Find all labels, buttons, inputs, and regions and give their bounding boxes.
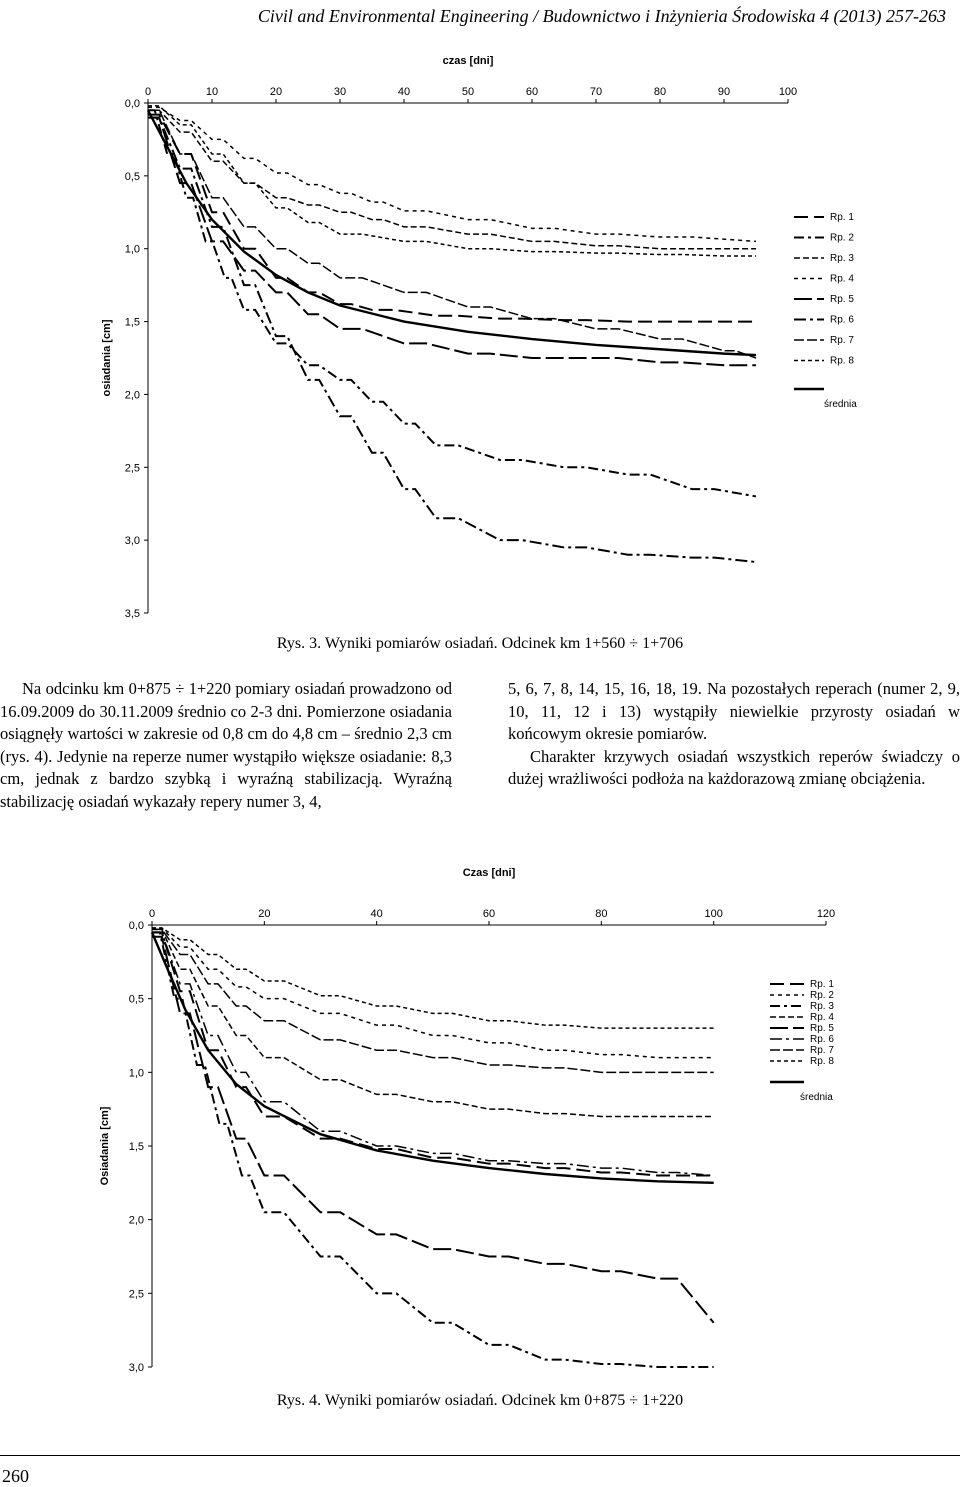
chart2-y-tick-label: 2,0 [128, 1214, 144, 1227]
chart1-series-line-2 [148, 110, 756, 496]
journal-header: Civil and Environmental Engineering / Budownictwo i Inżynieria Środowiska 4 (2013) 257-263 [257, 6, 946, 26]
chart1-y-tick-label: 0,5 [124, 170, 140, 183]
chart1-y-tick-label: 0,0 [124, 98, 140, 110]
chart1-x-tick-label: 30 [333, 86, 347, 98]
chart1-legend-label-1: Rp. 1 [830, 212, 854, 223]
chart-2-svg [0, 858, 960, 1378]
chart2-legend-label-4: Rp. 4 [810, 1012, 834, 1023]
body-paragraph-2: 5, 6, 7, 8, 14, 15, 16, 18, 19. Na pozostałych reperach (numer 2, 9, 10, 11, 12 i 13) wystąpiły niewielkie przyrosty osiadań w końcowym okresie pomiarów. [508, 679, 960, 743]
chart2-x-tick-label: 100 [704, 908, 723, 920]
chart1-legend-label-8: Rp. 8 [830, 355, 854, 367]
figure-4-caption: Rys. 4. Wyniki pomiarów osiadań. Odcinek km 0+875 ÷ 1+220 [276, 1392, 684, 1409]
chart2-y-tick-label: 1,0 [128, 1067, 144, 1080]
chart1-x-tick-label: 40 [397, 86, 411, 98]
chart2-legend-label-9: średnia [800, 1092, 833, 1103]
chart1-series-line-3 [148, 110, 756, 248]
chart2-legend-label-1: Rp. 1 [810, 979, 834, 990]
chart2-x-tick-label: 120 [816, 908, 836, 920]
chart1-series-line-1 [148, 115, 756, 322]
page-number: 260 [2, 1466, 29, 1486]
chart1-series-line-9 [148, 110, 756, 355]
chart1-x-tick-label: 10 [205, 86, 219, 98]
chart1-legend-label-7: Rp. 7 [830, 335, 854, 346]
chart1-series-line-8 [148, 106, 756, 256]
chart2-series-line-5 [152, 937, 714, 1323]
chart1-legend-label-5: Rp. 5 [830, 294, 854, 305]
body-paragraph-1: Na odcinku km 0+875 ÷ 1+220 pomiary osiadań prowadzono od 16.09.2009 do 30.11.2009 średnio co 2-3 dni. Pomierzone osiadania osiągnęły wartości w zakresie od 0,8 cm do 4,8 cm – średnio 2,3 cm (rys. 4). Jedynie na reperze numer wystąpiło większe osiadanie: 8,3 cm, jednak z bardzo szybką i wyraźną stabilizacją. Wyraźną stabilizację osiadań wykazały repery numer 3, 4, [0, 679, 452, 811]
chart1-legend-label-6: Rp. 6 [830, 314, 854, 326]
chart2-x-tick-label: 20 [258, 908, 271, 920]
chart2-series-line-3 [152, 932, 714, 1367]
chart2-y-tick-label: 2,5 [128, 1288, 144, 1301]
chart1-y-tick-label: 2,0 [124, 389, 140, 402]
chart2-y-tick-label: 1,5 [128, 1141, 144, 1153]
chart2-legend-label-3: Rp. 3 [810, 1001, 834, 1012]
chart2-legend-label-6: Rp. 6 [810, 1034, 834, 1045]
chart1-y-tick-label: 1,0 [124, 243, 140, 256]
chart1-legend-label-9: średnia [824, 399, 857, 410]
chart2-x-tick-label: 40 [370, 908, 383, 920]
chart2-legend-label-5: Rp. 5 [810, 1023, 834, 1034]
settlement-chart-2 [0, 858, 960, 1378]
chart1-legend-label-3: Rp. 3 [830, 253, 854, 264]
chart2-y-tick-label: 0,5 [128, 993, 144, 1006]
chart1-x-tick-label: 100 [778, 86, 798, 98]
chart1-x-tick-label: 0 [144, 86, 152, 98]
chart1-x-tick-label: 80 [653, 86, 667, 98]
chart2-x-tick-label: 60 [482, 908, 496, 920]
chart1-legend-label-4: Rp. 4 [830, 273, 854, 285]
figure-3-caption: Rys. 3. Wyniki pomiarów osiadań. Odcinek km 1+560 ÷ 1+706 [276, 635, 684, 652]
chart1-x-tick-label: 50 [461, 86, 475, 98]
chart2-y-tick-label: 3,0 [128, 1362, 144, 1374]
chart2-series-line-4 [152, 929, 714, 1116]
chart1-y-tick-label: 1,5 [124, 316, 140, 329]
chart1-x-tick-label: 90 [717, 86, 731, 98]
chart1-y-tick-label: 3,5 [124, 608, 140, 620]
body-column-left [0, 678, 452, 813]
body-column-right [508, 678, 960, 791]
body-paragraph-3: Charakter krzywych osiadań wszystkich reperów świadczy o dużej wrażliwości podłoża na każdorazową zmianę obciążenia. [508, 746, 960, 788]
chart2-legend-label-8: Rp. 8 [810, 1056, 834, 1067]
chart2-series-line-8 [152, 928, 714, 1028]
chart2-legend-label-2: Rp. 2 [810, 990, 834, 1001]
chart2-legend-label-7: Rp. 7 [810, 1045, 834, 1056]
chart1-y-tick-label: 3,0 [124, 535, 140, 548]
chart2-y-axis-label: Osiadania [cm] [99, 1106, 111, 1186]
settlement-chart-1 [0, 40, 960, 630]
chart1-legend-label-2: Rp. 2 [830, 232, 854, 244]
page-divider [0, 1455, 960, 1456]
chart1-y-axis-label: osiadania [cm] [101, 319, 113, 397]
chart1-x-tick-label: 60 [525, 86, 539, 98]
chart2-series-line-7 [152, 929, 714, 1072]
chart1-x-tick-label: 70 [589, 86, 603, 98]
chart-1-svg [0, 40, 960, 630]
chart2-x-tick-label: 0 [148, 908, 156, 920]
chart2-y-tick-label: 0,0 [128, 920, 144, 932]
chart2-x-axis-label: Czas [dni] [462, 867, 516, 879]
chart1-x-axis-label: czas [dni] [442, 55, 494, 67]
chart1-x-tick-label: 20 [269, 86, 283, 98]
chart2-x-tick-label: 80 [595, 908, 608, 920]
chart1-y-tick-label: 2,5 [124, 462, 140, 475]
chart2-series-line-2 [152, 928, 714, 1058]
